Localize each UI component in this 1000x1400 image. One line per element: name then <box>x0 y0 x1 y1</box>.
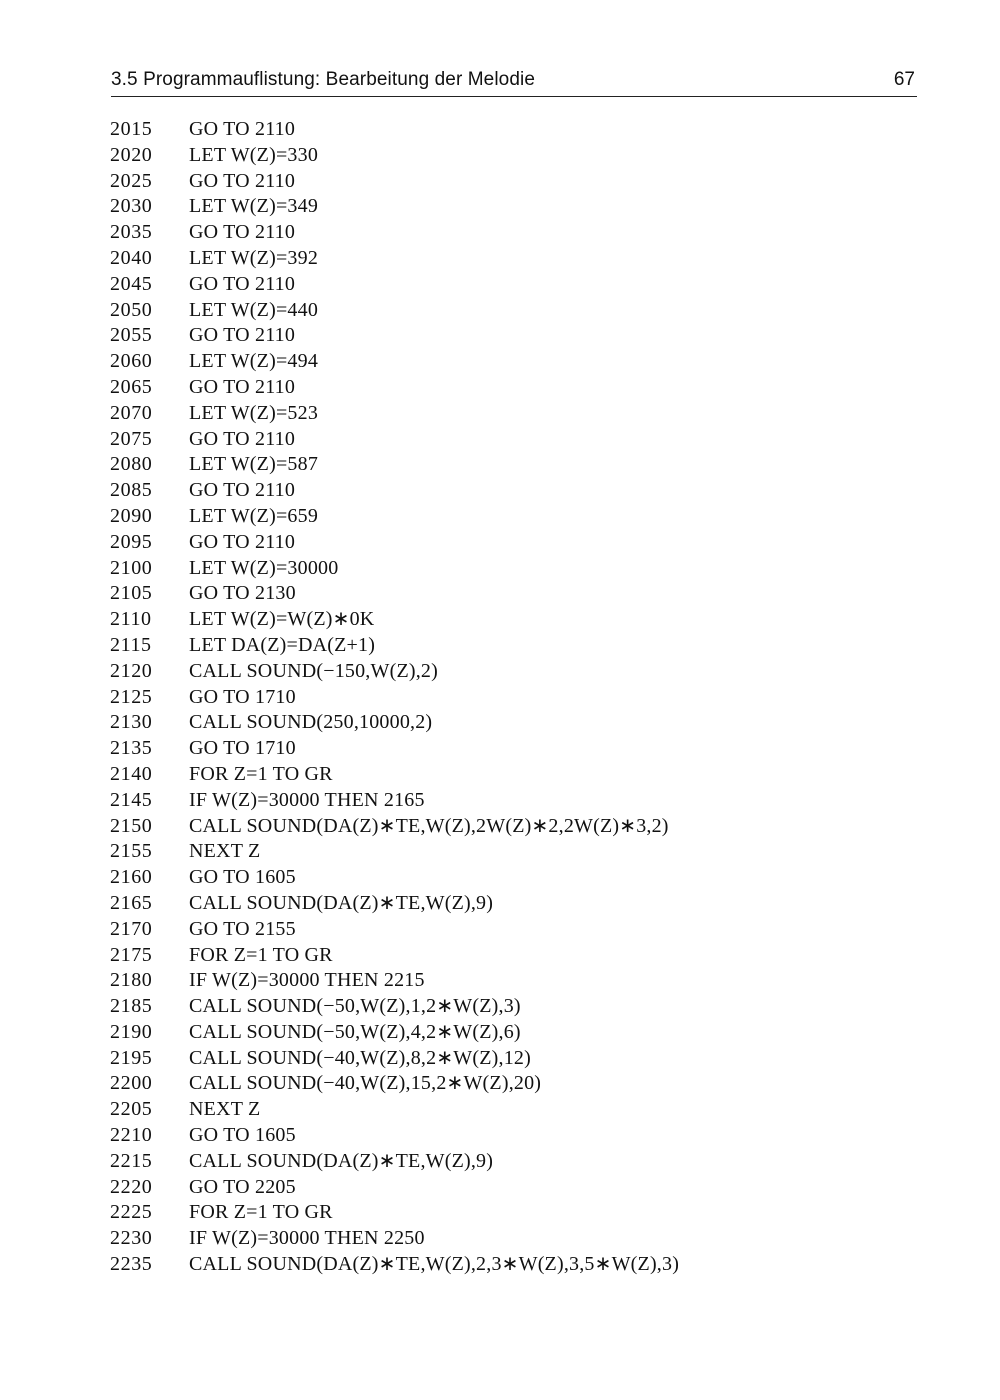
listing-line <box>0 246 1000 272</box>
listing-line <box>0 298 1000 324</box>
listing-line <box>0 633 1000 659</box>
listing-line <box>0 427 1000 453</box>
line-number: 2160 <box>110 866 153 889</box>
listing-line <box>0 839 1000 865</box>
code-statement: GO TO 2110 <box>189 324 296 347</box>
listing-line <box>0 143 1000 169</box>
code-statement: LET W(Z)=587 <box>189 453 319 476</box>
listing-line <box>0 581 1000 607</box>
running-header <box>111 66 917 97</box>
line-number: 2050 <box>110 298 153 321</box>
line-number: 2220 <box>110 1175 153 1198</box>
listing-line <box>0 194 1000 220</box>
code-statement: IF W(Z)=30000 THEN 2165 <box>189 788 425 811</box>
code-statement: LET W(Z)=494 <box>189 350 319 373</box>
line-number: 2135 <box>110 737 153 760</box>
line-number: 2115 <box>110 633 152 656</box>
listing-line <box>0 1200 1000 1226</box>
listing-line <box>0 452 1000 478</box>
code-statement: IF W(Z)=30000 THEN 2215 <box>189 969 425 992</box>
listing-line <box>0 1046 1000 1072</box>
code-statement: LET W(Z)=30000 <box>189 556 339 579</box>
line-number: 2065 <box>110 375 153 398</box>
code-statement: GO TO 2110 <box>189 479 296 502</box>
listing-line <box>0 1175 1000 1201</box>
code-statement: GO TO 2130 <box>189 582 296 605</box>
line-number: 2225 <box>110 1201 153 1224</box>
listing-line <box>0 1252 1000 1278</box>
listing-line <box>0 530 1000 556</box>
code-statement: CALL SOUND(−50,W(Z),4,2∗W(Z),6) <box>189 1020 521 1043</box>
listing-line <box>0 891 1000 917</box>
listing-line <box>0 1020 1000 1046</box>
code-statement: IF W(Z)=30000 THEN 2250 <box>189 1227 425 1250</box>
line-number: 2055 <box>110 324 153 347</box>
code-statement: GO TO 1605 <box>189 866 296 889</box>
code-statement: NEXT Z <box>189 1098 261 1121</box>
line-number: 2035 <box>110 221 153 244</box>
line-number: 2105 <box>110 582 153 605</box>
line-number: 2100 <box>110 556 153 579</box>
line-number: 2110 <box>110 608 152 631</box>
listing-line <box>0 968 1000 994</box>
line-number: 2200 <box>110 1072 153 1095</box>
code-statement: FOR Z=1 TO GR <box>189 1201 333 1224</box>
line-number: 2145 <box>110 788 153 811</box>
line-number: 2085 <box>110 479 153 502</box>
code-statement: GO TO 2110 <box>189 530 296 553</box>
code-statement: GO TO 1710 <box>189 737 296 760</box>
line-number: 2080 <box>110 453 153 476</box>
line-number: 2180 <box>110 969 153 992</box>
line-number: 2155 <box>110 840 153 863</box>
line-number: 2185 <box>110 995 153 1018</box>
listing-line <box>0 736 1000 762</box>
line-number: 2030 <box>110 195 153 218</box>
code-statement: LET W(Z)=W(Z)∗0K <box>189 608 375 631</box>
code-statement: GO TO 2205 <box>189 1175 296 1198</box>
line-number: 2020 <box>110 143 153 166</box>
code-statement: LET DA(Z)=DA(Z+1) <box>189 633 376 656</box>
code-statement: CALL SOUND(−40,W(Z),15,2∗W(Z),20) <box>189 1072 542 1095</box>
line-number: 2230 <box>110 1227 153 1250</box>
line-number: 2070 <box>110 401 153 424</box>
line-number: 2130 <box>110 711 153 734</box>
listing-line <box>0 1123 1000 1149</box>
code-statement: CALL SOUND(−150,W(Z),2) <box>189 659 438 682</box>
listing-line <box>0 1097 1000 1123</box>
code-statement: GO TO 2110 <box>189 221 296 244</box>
line-number: 2120 <box>110 659 153 682</box>
code-statement: LET W(Z)=349 <box>189 195 319 218</box>
line-number: 2175 <box>110 943 153 966</box>
listing-line <box>0 943 1000 969</box>
listing-line <box>0 762 1000 788</box>
code-statement: CALL SOUND(DA(Z)∗TE,W(Z),9) <box>189 1149 494 1172</box>
listing-line <box>0 401 1000 427</box>
line-number: 2040 <box>110 246 153 269</box>
listing-line <box>0 994 1000 1020</box>
code-statement: GO TO 2110 <box>189 169 296 192</box>
code-statement: CALL SOUND(DA(Z)∗TE,W(Z),2W(Z)∗2,2W(Z)∗3,2) <box>189 814 669 837</box>
code-statement: GO TO 2155 <box>189 917 296 940</box>
code-statement: NEXT Z <box>189 840 261 863</box>
listing-line <box>0 117 1000 143</box>
line-number: 2075 <box>110 427 153 450</box>
code-statement: LET W(Z)=659 <box>189 504 319 527</box>
code-statement: FOR Z=1 TO GR <box>189 762 333 785</box>
listing-line <box>0 1149 1000 1175</box>
line-number: 2205 <box>110 1098 153 1121</box>
listing-line <box>0 272 1000 298</box>
line-number: 2195 <box>110 1046 153 1069</box>
line-number: 2060 <box>110 350 153 373</box>
listing-line <box>0 1071 1000 1097</box>
code-statement: LET W(Z)=440 <box>189 298 319 321</box>
line-number: 2015 <box>110 118 153 140</box>
line-number: 2025 <box>110 169 153 192</box>
code-statement: FOR Z=1 TO GR <box>189 943 333 966</box>
code-statement: GO TO 2110 <box>189 427 296 450</box>
listing-line <box>0 659 1000 685</box>
listing-line <box>0 1226 1000 1252</box>
page-number: 67 <box>893 69 915 90</box>
section-title: 3.5 Programmauflistung: Bearbeitung der Melodie <box>111 69 535 90</box>
line-number: 2045 <box>110 272 153 295</box>
line-number: 2235 <box>110 1253 153 1276</box>
code-statement: GO TO 1605 <box>189 1124 296 1147</box>
code-statement: LET W(Z)=330 <box>189 143 319 166</box>
line-number: 2150 <box>110 814 153 837</box>
listing-line <box>0 865 1000 891</box>
code-statement: LET W(Z)=523 <box>189 401 319 424</box>
line-number: 2190 <box>110 1020 153 1043</box>
listing-line <box>0 349 1000 375</box>
code-statement: CALL SOUND(DA(Z)∗TE,W(Z),2,3∗W(Z),3,5∗W(Z),3) <box>189 1253 680 1276</box>
code-statement: GO TO 2110 <box>189 375 296 398</box>
code-statement: LET W(Z)=392 <box>189 246 319 269</box>
listing-line <box>0 478 1000 504</box>
listing-line <box>0 788 1000 814</box>
listing-line <box>0 504 1000 530</box>
listing-line <box>0 375 1000 401</box>
code-statement: CALL SOUND(−50,W(Z),1,2∗W(Z),3) <box>189 995 521 1018</box>
code-statement: GO TO 2110 <box>189 118 296 140</box>
code-statement: GO TO 1710 <box>189 685 296 708</box>
listing-line <box>0 556 1000 582</box>
listing-line <box>0 814 1000 840</box>
line-number: 2215 <box>110 1149 153 1172</box>
code-statement: CALL SOUND(250,10000,2) <box>189 711 433 734</box>
line-number: 2095 <box>110 530 153 553</box>
code-statement: CALL SOUND(DA(Z)∗TE,W(Z),9) <box>189 891 494 914</box>
listing-line <box>0 710 1000 736</box>
listing-line <box>0 220 1000 246</box>
code-statement: CALL SOUND(−40,W(Z),8,2∗W(Z),12) <box>189 1046 531 1069</box>
line-number: 2170 <box>110 917 153 940</box>
line-number: 2090 <box>110 504 153 527</box>
line-number: 2140 <box>110 762 153 785</box>
line-number: 2125 <box>110 685 153 708</box>
listing-line <box>0 169 1000 195</box>
listing-line <box>0 323 1000 349</box>
listing-line <box>0 607 1000 633</box>
listing-line <box>0 917 1000 943</box>
code-statement: GO TO 2110 <box>189 272 296 295</box>
listing-line <box>0 685 1000 711</box>
line-number: 2210 <box>110 1124 153 1147</box>
program-listing <box>0 117 1000 1278</box>
line-number: 2165 <box>110 891 153 914</box>
